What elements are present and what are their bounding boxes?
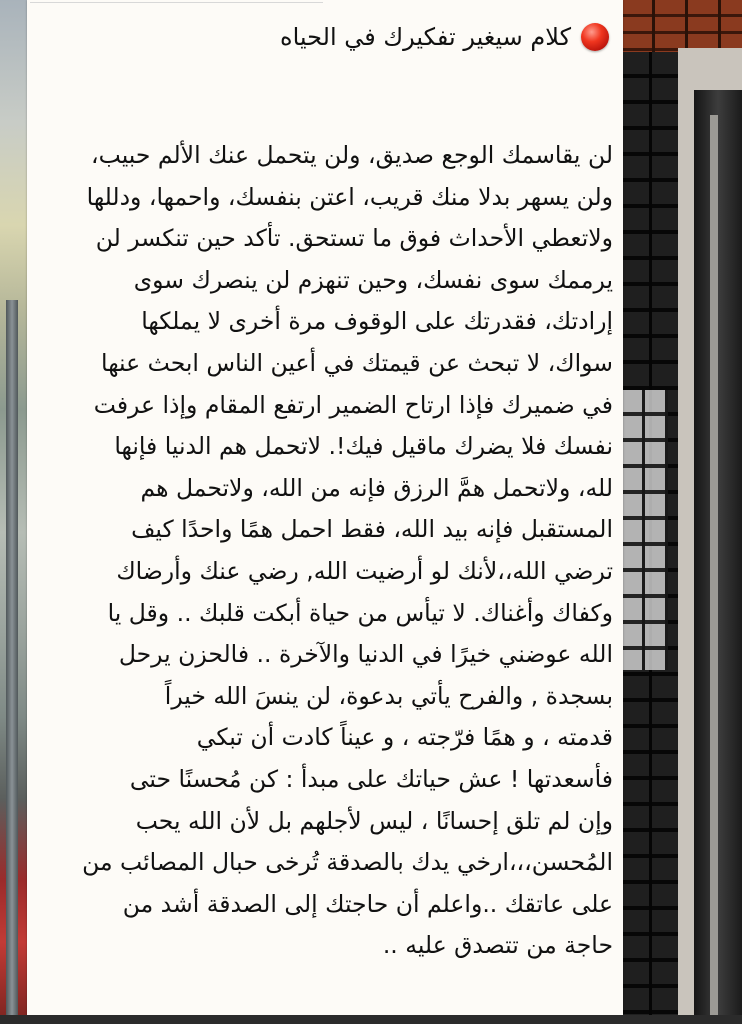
- background-door: [694, 90, 742, 1024]
- note-line: ولن يسهر بدلا منك قريب، اعتن بنفسك، واحمها، ودللها: [86, 182, 613, 211]
- note-line: الله عوضني خيرًا في الدنيا والآخرة .. فالحزن يرحل: [118, 640, 613, 669]
- note-line: لن يقاسمك الوجع صديق، ولن يتحمل عنك الألم حبيب،: [91, 141, 613, 169]
- card-top-divider: [30, 2, 323, 3]
- note-line: إرادتك، فقدرتك على الوقوف مرة أخرى لا يملكها: [141, 307, 613, 336]
- note-line: ترضي الله،،لأنك لو أرضيت الله, رضي عنك وأرضاك: [116, 556, 613, 585]
- note-line: على عاتقك ..واعلم أن حاجتك إلى الصدقة أشد من: [122, 889, 613, 918]
- note-title: كلام سيغير تفكيرك في الحياه: [280, 23, 571, 51]
- note-line: لله، ولاتحمل همَّ الرزق فإنه من الله، ولاتحمل هم: [140, 473, 613, 502]
- note-line: وإن لم تلق إحسانًا ، ليس لأجلهم بل لأن الله يحب: [135, 806, 613, 835]
- note-header: [280, 20, 609, 54]
- note-line: قدمته ، و همًا فرّجته ، و عيناً كادت أن تبكي: [196, 723, 613, 752]
- note-line: سواك، لا تبحث عن قيمتك في أعين الناس ابحث عنها: [101, 348, 613, 377]
- note-line: في ضميرك فإذا ارتاح الضمير ارتفع المقام وإذا عرفت: [93, 390, 613, 419]
- note-line: يرممك سوى نفسك، وحين تنهزم لن ينصرك سوى: [133, 265, 613, 294]
- background-street-left: [0, 0, 30, 1024]
- background-pole: [6, 300, 18, 1020]
- note-line: حاجة من تتصدق عليه ..: [382, 931, 613, 960]
- background-sunlit-brick: [622, 390, 668, 670]
- note-line: المستقبل فإنه بيد الله، فقط احمل همًا واحدًا كيف: [131, 515, 613, 544]
- note-card: [27, 0, 623, 1015]
- background-bottom-strip: [0, 1015, 742, 1024]
- background-red-brick: [622, 0, 742, 52]
- note-line: المُحسن،،،ارخي يدك بالصدقة تُرخى حبال المصائب من: [82, 848, 613, 877]
- note-line: نفسك فلا يضرك ماقيل فيك!. لاتحمل هم الدنيا فإنها: [114, 432, 613, 461]
- note-line: وكفاك وأغناك. لا تيأس من حياة أبكت قلبك .. وقل يا: [107, 598, 613, 627]
- note-line: فأسعدتها ! عش حياتك على مبدأ : كن مُحسنًا حتى: [129, 764, 613, 793]
- note-line: بسجدة , والفرح يأتي بدعوة، لن ينسَ الله خيراً: [164, 681, 613, 710]
- red-circle-icon: [581, 23, 609, 51]
- background-door-edge: [710, 115, 718, 1024]
- note-body: [35, 135, 613, 967]
- note-line: ولاتعطي الأحداث فوق ما تستحق. تأكد حين تنكسر لن: [95, 224, 613, 253]
